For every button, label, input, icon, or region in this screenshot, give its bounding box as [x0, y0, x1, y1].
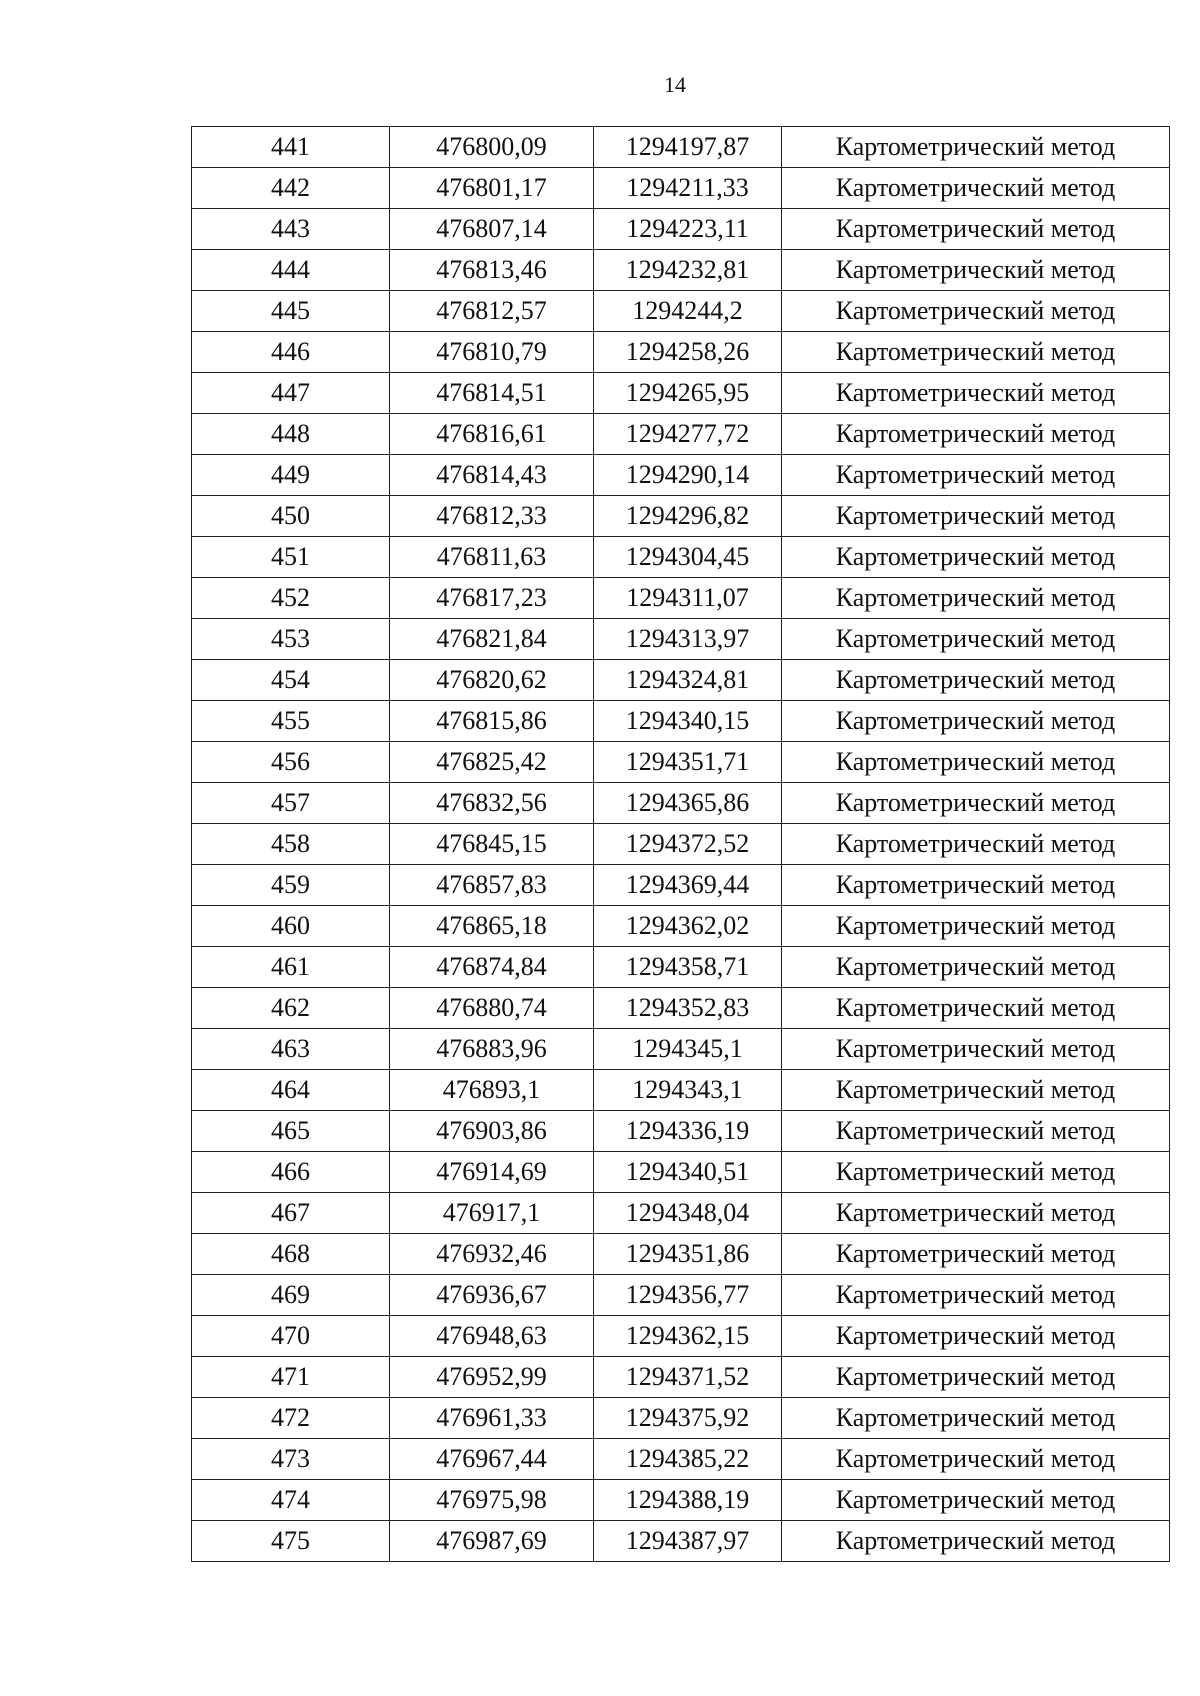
y-coordinate-cell: 1294296,82 [594, 496, 782, 537]
x-coordinate-cell: 476961,33 [390, 1398, 594, 1439]
point-number-cell: 451 [192, 537, 390, 578]
point-number-cell: 470 [192, 1316, 390, 1357]
y-coordinate-cell: 1294265,95 [594, 373, 782, 414]
point-number-cell: 464 [192, 1070, 390, 1111]
table-row [192, 291, 1170, 332]
table-row [192, 168, 1170, 209]
table-row [192, 1070, 1170, 1111]
x-coordinate-cell: 476893,1 [390, 1070, 594, 1111]
x-coordinate-cell: 476816,61 [390, 414, 594, 455]
point-number-cell: 449 [192, 455, 390, 496]
method-cell: Картометрический метод [782, 1480, 1170, 1521]
point-number-cell: 475 [192, 1521, 390, 1562]
table-row [192, 906, 1170, 947]
method-cell: Картометрический метод [782, 824, 1170, 865]
x-coordinate-cell: 476948,63 [390, 1316, 594, 1357]
y-coordinate-cell: 1294324,81 [594, 660, 782, 701]
method-cell: Картометрический метод [782, 660, 1170, 701]
coordinates-table-container [191, 126, 1169, 1562]
table-row [192, 455, 1170, 496]
x-coordinate-cell: 476801,17 [390, 168, 594, 209]
table-row [192, 783, 1170, 824]
x-coordinate-cell: 476952,99 [390, 1357, 594, 1398]
method-cell: Картометрический метод [782, 455, 1170, 496]
method-cell: Картометрический метод [782, 988, 1170, 1029]
method-cell: Картометрический метод [782, 1193, 1170, 1234]
method-cell: Картометрический метод [782, 127, 1170, 168]
y-coordinate-cell: 1294211,33 [594, 168, 782, 209]
table-row [192, 537, 1170, 578]
point-number-cell: 458 [192, 824, 390, 865]
table-row [192, 1398, 1170, 1439]
method-cell: Картометрический метод [782, 619, 1170, 660]
x-coordinate-cell: 476813,46 [390, 250, 594, 291]
table-row [192, 1029, 1170, 1070]
coordinates-table [191, 126, 1170, 1562]
y-coordinate-cell: 1294362,02 [594, 906, 782, 947]
x-coordinate-cell: 476845,15 [390, 824, 594, 865]
method-cell: Картометрический метод [782, 1152, 1170, 1193]
point-number-cell: 469 [192, 1275, 390, 1316]
method-cell: Картометрический метод [782, 1275, 1170, 1316]
method-cell: Картометрический метод [782, 1439, 1170, 1480]
x-coordinate-cell: 476874,84 [390, 947, 594, 988]
method-cell: Картометрический метод [782, 250, 1170, 291]
method-cell: Картометрический метод [782, 783, 1170, 824]
method-cell: Картометрический метод [782, 906, 1170, 947]
x-coordinate-cell: 476812,33 [390, 496, 594, 537]
y-coordinate-cell: 1294348,04 [594, 1193, 782, 1234]
x-coordinate-cell: 476814,43 [390, 455, 594, 496]
y-coordinate-cell: 1294290,14 [594, 455, 782, 496]
x-coordinate-cell: 476812,57 [390, 291, 594, 332]
table-row [192, 578, 1170, 619]
y-coordinate-cell: 1294340,51 [594, 1152, 782, 1193]
point-number-cell: 454 [192, 660, 390, 701]
point-number-cell: 471 [192, 1357, 390, 1398]
method-cell: Картометрический метод [782, 1070, 1170, 1111]
point-number-cell: 448 [192, 414, 390, 455]
x-coordinate-cell: 476810,79 [390, 332, 594, 373]
y-coordinate-cell: 1294340,15 [594, 701, 782, 742]
y-coordinate-cell: 1294345,1 [594, 1029, 782, 1070]
point-number-cell: 455 [192, 701, 390, 742]
point-number-cell: 462 [192, 988, 390, 1029]
method-cell: Картометрический метод [782, 1234, 1170, 1275]
x-coordinate-cell: 476936,67 [390, 1275, 594, 1316]
table-row [192, 1275, 1170, 1316]
point-number-cell: 444 [192, 250, 390, 291]
point-number-cell: 460 [192, 906, 390, 947]
table-row [192, 127, 1170, 168]
point-number-cell: 459 [192, 865, 390, 906]
method-cell: Картометрический метод [782, 1111, 1170, 1152]
table-row [192, 1357, 1170, 1398]
table-row [192, 1234, 1170, 1275]
table-row [192, 1193, 1170, 1234]
method-cell: Картометрический метод [782, 332, 1170, 373]
method-cell: Картометрический метод [782, 865, 1170, 906]
method-cell: Картометрический метод [782, 496, 1170, 537]
y-coordinate-cell: 1294375,92 [594, 1398, 782, 1439]
y-coordinate-cell: 1294372,52 [594, 824, 782, 865]
method-cell: Картометрический метод [782, 373, 1170, 414]
y-coordinate-cell: 1294343,1 [594, 1070, 782, 1111]
method-cell: Картометрический метод [782, 414, 1170, 455]
y-coordinate-cell: 1294351,86 [594, 1234, 782, 1275]
page-number: 14 [664, 72, 686, 97]
x-coordinate-cell: 476814,51 [390, 373, 594, 414]
table-row [192, 250, 1170, 291]
y-coordinate-cell: 1294197,87 [594, 127, 782, 168]
table-row [192, 947, 1170, 988]
table-row [192, 1152, 1170, 1193]
x-coordinate-cell: 476987,69 [390, 1521, 594, 1562]
x-coordinate-cell: 476975,98 [390, 1480, 594, 1521]
x-coordinate-cell: 476865,18 [390, 906, 594, 947]
y-coordinate-cell: 1294311,07 [594, 578, 782, 619]
y-coordinate-cell: 1294336,19 [594, 1111, 782, 1152]
table-row [192, 1439, 1170, 1480]
point-number-cell: 461 [192, 947, 390, 988]
point-number-cell: 472 [192, 1398, 390, 1439]
x-coordinate-cell: 476800,09 [390, 127, 594, 168]
y-coordinate-cell: 1294351,71 [594, 742, 782, 783]
y-coordinate-cell: 1294277,72 [594, 414, 782, 455]
x-coordinate-cell: 476817,23 [390, 578, 594, 619]
point-number-cell: 443 [192, 209, 390, 250]
method-cell: Картометрический метод [782, 742, 1170, 783]
point-number-cell: 463 [192, 1029, 390, 1070]
y-coordinate-cell: 1294352,83 [594, 988, 782, 1029]
y-coordinate-cell: 1294385,22 [594, 1439, 782, 1480]
method-cell: Картометрический метод [782, 168, 1170, 209]
method-cell: Картометрический метод [782, 537, 1170, 578]
point-number-cell: 447 [192, 373, 390, 414]
table-row [192, 742, 1170, 783]
y-coordinate-cell: 1294365,86 [594, 783, 782, 824]
point-number-cell: 446 [192, 332, 390, 373]
y-coordinate-cell: 1294304,45 [594, 537, 782, 578]
y-coordinate-cell: 1294244,2 [594, 291, 782, 332]
table-row [192, 988, 1170, 1029]
point-number-cell: 457 [192, 783, 390, 824]
y-coordinate-cell: 1294388,19 [594, 1480, 782, 1521]
x-coordinate-cell: 476832,56 [390, 783, 594, 824]
table-row [192, 1521, 1170, 1562]
table-row [192, 701, 1170, 742]
x-coordinate-cell: 476807,14 [390, 209, 594, 250]
point-number-cell: 453 [192, 619, 390, 660]
x-coordinate-cell: 476815,86 [390, 701, 594, 742]
y-coordinate-cell: 1294223,11 [594, 209, 782, 250]
point-number-cell: 445 [192, 291, 390, 332]
method-cell: Картометрический метод [782, 947, 1170, 988]
table-body [192, 127, 1170, 1562]
y-coordinate-cell: 1294362,15 [594, 1316, 782, 1357]
x-coordinate-cell: 476880,74 [390, 988, 594, 1029]
x-coordinate-cell: 476821,84 [390, 619, 594, 660]
y-coordinate-cell: 1294387,97 [594, 1521, 782, 1562]
method-cell: Картометрический метод [782, 1521, 1170, 1562]
x-coordinate-cell: 476857,83 [390, 865, 594, 906]
point-number-cell: 474 [192, 1480, 390, 1521]
x-coordinate-cell: 476811,63 [390, 537, 594, 578]
x-coordinate-cell: 476932,46 [390, 1234, 594, 1275]
x-coordinate-cell: 476917,1 [390, 1193, 594, 1234]
y-coordinate-cell: 1294369,44 [594, 865, 782, 906]
x-coordinate-cell: 476967,44 [390, 1439, 594, 1480]
point-number-cell: 468 [192, 1234, 390, 1275]
method-cell: Картометрический метод [782, 1357, 1170, 1398]
point-number-cell: 467 [192, 1193, 390, 1234]
method-cell: Картометрический метод [782, 701, 1170, 742]
table-row [192, 209, 1170, 250]
point-number-cell: 466 [192, 1152, 390, 1193]
table-row [192, 414, 1170, 455]
table-row [192, 332, 1170, 373]
y-coordinate-cell: 1294358,71 [594, 947, 782, 988]
x-coordinate-cell: 476825,42 [390, 742, 594, 783]
method-cell: Картометрический метод [782, 1029, 1170, 1070]
point-number-cell: 441 [192, 127, 390, 168]
table-row [192, 373, 1170, 414]
point-number-cell: 450 [192, 496, 390, 537]
method-cell: Картометрический метод [782, 1316, 1170, 1357]
y-coordinate-cell: 1294232,81 [594, 250, 782, 291]
table-row [192, 865, 1170, 906]
method-cell: Картометрический метод [782, 209, 1170, 250]
point-number-cell: 465 [192, 1111, 390, 1152]
table-row [192, 619, 1170, 660]
table-row [192, 1111, 1170, 1152]
table-row [192, 660, 1170, 701]
point-number-cell: 442 [192, 168, 390, 209]
point-number-cell: 452 [192, 578, 390, 619]
table-row [192, 824, 1170, 865]
x-coordinate-cell: 476883,96 [390, 1029, 594, 1070]
x-coordinate-cell: 476914,69 [390, 1152, 594, 1193]
point-number-cell: 473 [192, 1439, 390, 1480]
method-cell: Картометрический метод [782, 291, 1170, 332]
y-coordinate-cell: 1294313,97 [594, 619, 782, 660]
y-coordinate-cell: 1294356,77 [594, 1275, 782, 1316]
y-coordinate-cell: 1294371,52 [594, 1357, 782, 1398]
x-coordinate-cell: 476820,62 [390, 660, 594, 701]
y-coordinate-cell: 1294258,26 [594, 332, 782, 373]
method-cell: Картометрический метод [782, 1398, 1170, 1439]
method-cell: Картометрический метод [782, 578, 1170, 619]
table-row [192, 1316, 1170, 1357]
x-coordinate-cell: 476903,86 [390, 1111, 594, 1152]
table-row [192, 1480, 1170, 1521]
point-number-cell: 456 [192, 742, 390, 783]
table-row [192, 496, 1170, 537]
